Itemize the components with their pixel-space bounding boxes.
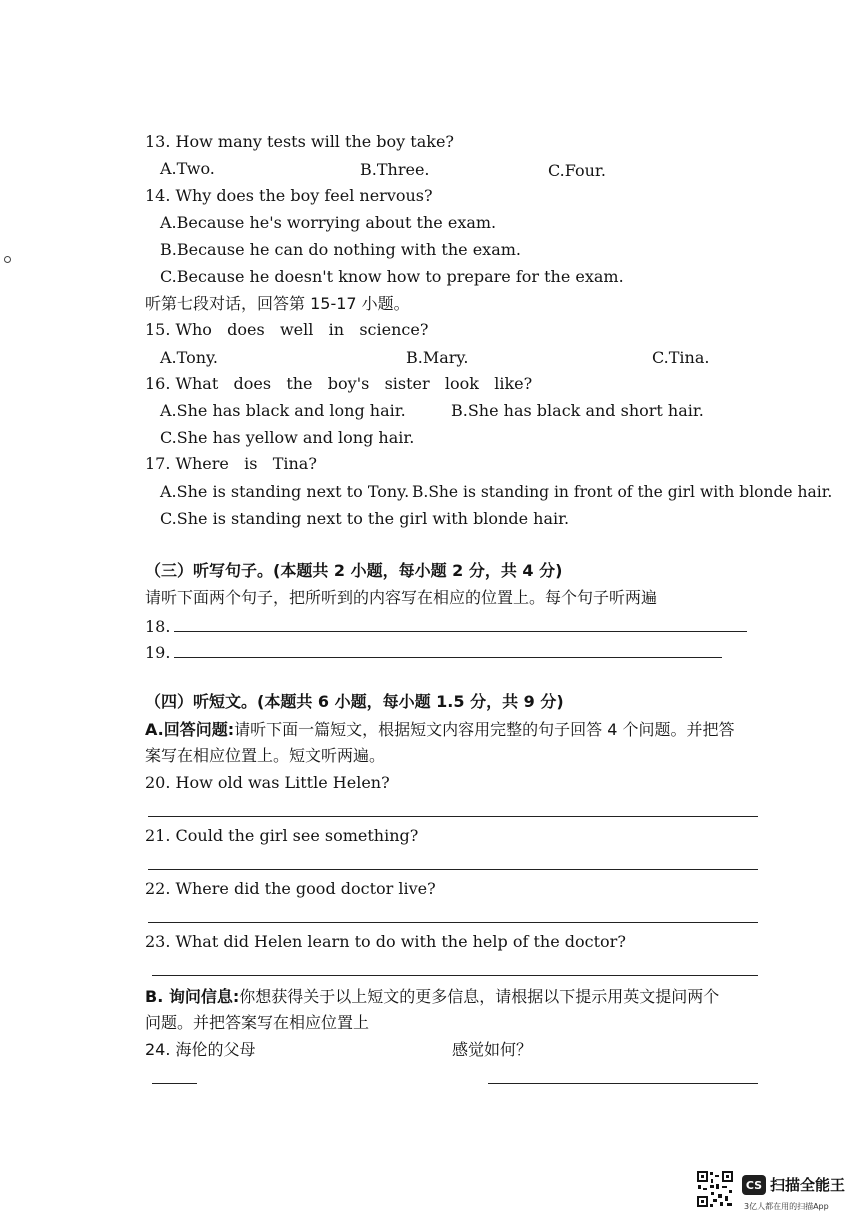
brand-tagline: 3亿人都在用的扫描App [744,1202,829,1211]
question-13: 13. How many tests will the boy take? [145,132,455,151]
q16-option-b: B.She has black and short hair. [451,401,704,420]
part-b-instruction-1 [145,987,719,1007]
question-24-start: 24. 海伦的父母 [145,1040,256,1059]
camscanner-logo-icon: CS [742,1175,766,1195]
question-17: 17. Where is Tina? [145,454,317,473]
part-b-label: B. 询问信息: [145,987,240,1006]
answer-line-20[interactable] [148,816,758,817]
item-18-number: 18. [145,617,171,636]
question-23: 23. What did Helen learn to do with the help of the doctor? [145,932,626,951]
answer-line-19[interactable] [174,657,722,658]
part-a-label: A.回答问题: [145,720,235,739]
question-21: 21. Could the girl see something? [145,826,419,845]
qr-code-icon [696,1170,734,1208]
q15-option-b: B.Mary. [406,348,469,367]
q13-option-b: B.Three. [360,160,430,179]
q17-option-b: B.She is standing in front of the girl with blonde hair. [412,483,833,501]
answer-line-24-end[interactable] [488,1083,758,1084]
question-24-end: 感觉如何？ [452,1040,533,1059]
question-16: 16. What does the boy's sister look like? [145,374,533,393]
q13-option-c: C.Four. [548,161,606,180]
brand-name: 扫描全能王 [770,1176,846,1194]
part-b-text-1: 你想获得关于以上短文的更多信息，请根据以下提示用英文提问两个 [239,987,720,1006]
answer-line-23[interactable] [152,975,758,976]
question-22: 22. Where did the good doctor live? [145,879,436,898]
answer-line-18[interactable] [174,631,747,632]
question-15: 15. Who does well in science? [145,320,429,339]
q15-option-a: A.Tony. [160,348,219,367]
q16-option-c: C.She has yellow and long hair. [160,428,415,447]
q17-option-c: C.She is standing next to the girl with blonde hair. [160,509,570,528]
question-20: 20. How old was Little Helen? [145,773,390,792]
q16-option-a: A.She has black and long hair. [160,401,406,420]
q14-option-c: C.Because he doesn't know how to prepare for the exam. [160,267,624,286]
part-a-instruction-2: 案写在相应位置上。短文听两遍。 [145,746,386,765]
section-3-title: （三）听写句子。(本题共 2 小题，每小题 2 分，共 4 分) [145,561,563,580]
scan-speck [4,256,11,263]
answer-line-22[interactable] [148,922,758,923]
part-a-text-1: 请听下面一篇短文，根据短文内容用完整的句子回答 4 个问题。并把答 [234,720,735,739]
q13-option-a: A.Two. [160,159,215,178]
question-14: 14. Why does the boy feel nervous? [145,186,433,205]
dialog-7-instruction: 听第七段对话，回答第 15-17 小题。 [145,294,410,313]
part-b-instruction-2: 问题。并把答案写在相应位置上 [145,1013,370,1032]
q17-option-a: A.She is standing next to Tony. [160,482,410,501]
part-a-instruction-1 [145,720,735,740]
q14-option-a: A.Because he's worrying about the exam. [160,213,497,232]
answer-line-21[interactable] [148,869,758,870]
q15-option-c: C.Tina. [652,348,710,367]
item-19-number: 19. [145,643,171,662]
answer-line-24-start[interactable] [152,1083,197,1084]
section-3-instruction: 请听下面两个句子，把所听到的内容写在相应的位置上。每个句子听两遍 [145,588,658,607]
section-4-title: （四）听短文。(本题共 6 小题，每小题 1.5 分，共 9 分) [145,692,564,711]
q14-option-b: B.Because he can do nothing with the exam. [160,240,521,259]
